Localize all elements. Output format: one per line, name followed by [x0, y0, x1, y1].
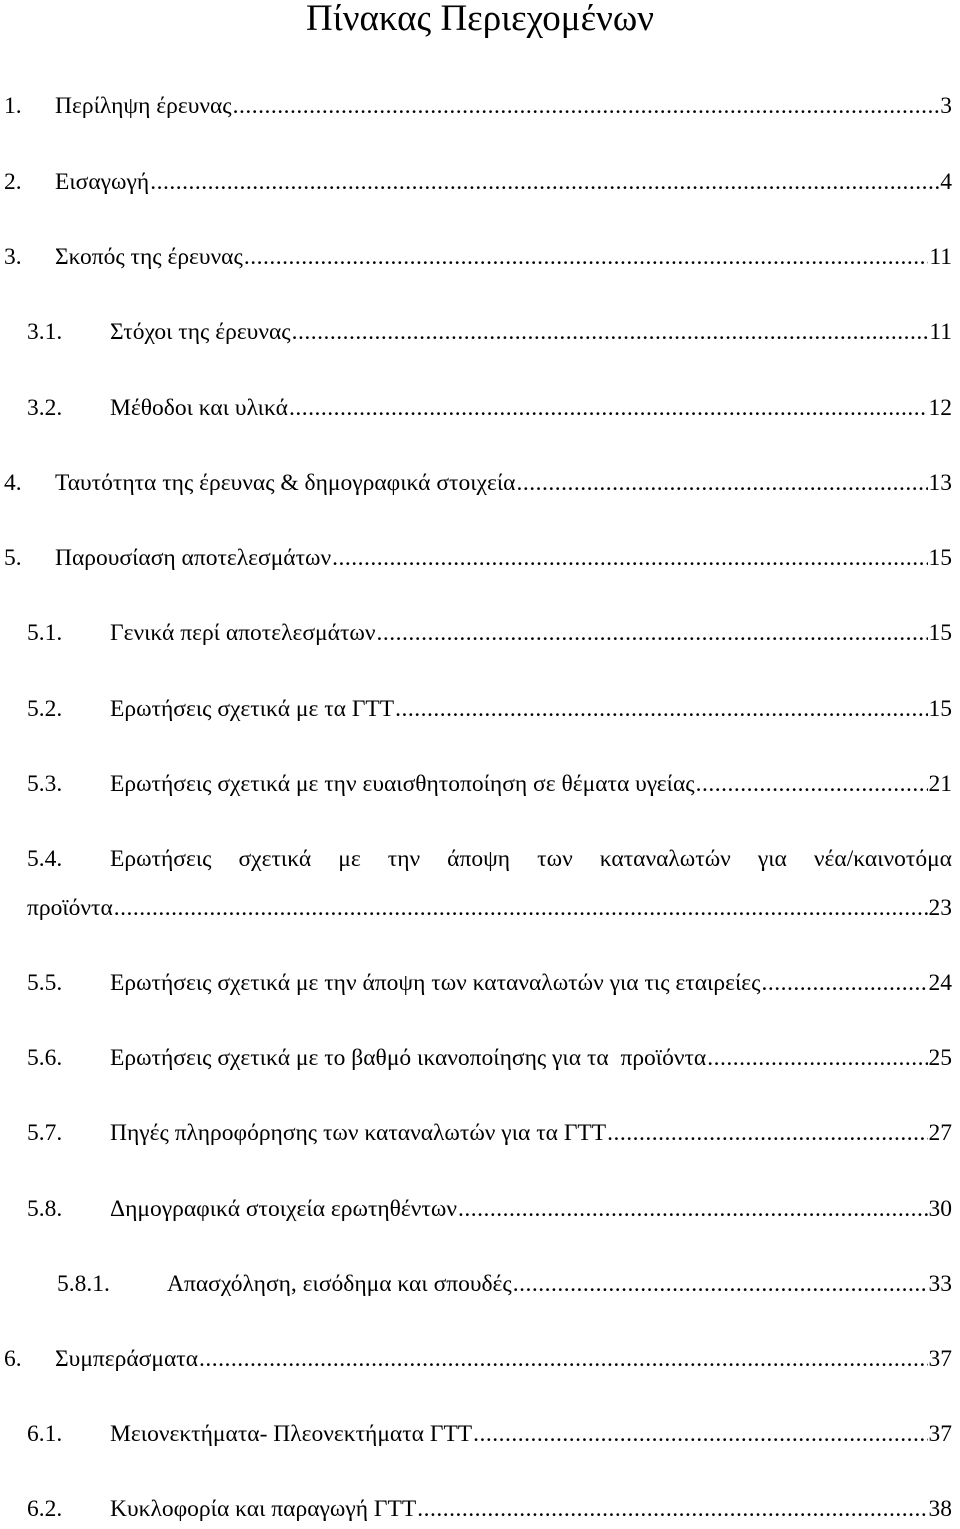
toc-entry-title: Ερωτήσεις σχετικά με την άποψη των καταναλωτών για νέα/καινοτόμα — [110, 846, 952, 872]
dot-leader — [517, 463, 928, 503]
toc-entry[interactable] — [0, 839, 960, 879]
toc-entry-number: 5.1. — [27, 620, 63, 646]
toc-entry-page: 23 — [928, 895, 952, 921]
toc-entry-page: 4 — [940, 169, 952, 195]
toc-entry[interactable] — [0, 963, 960, 1003]
toc-entry[interactable] — [0, 1489, 960, 1529]
toc-entry[interactable] — [0, 162, 960, 202]
dot-leader — [244, 237, 929, 277]
dot-leader — [513, 1264, 928, 1304]
dot-leader — [607, 1113, 927, 1153]
toc-entry-number: 5.2. — [27, 696, 63, 722]
toc-entry-title: Ερωτήσεις σχετικά με το βαθμό ικανοποίησης για τα προϊόντα — [110, 1045, 707, 1071]
dot-leader — [395, 689, 927, 729]
toc-entry[interactable] — [0, 237, 960, 277]
toc-entry-number: 3.2. — [27, 395, 63, 421]
toc-entry-title: Γενικά περί αποτελεσμάτων — [110, 620, 376, 646]
toc-entry-number: 6.1. — [27, 1421, 63, 1447]
toc-entry-number: 2. — [4, 169, 22, 195]
toc-entry-number: 5.8. — [27, 1196, 63, 1222]
dot-leader — [458, 1189, 928, 1229]
toc-entry-page: 15 — [928, 545, 952, 571]
toc-entry-number: 4. — [4, 470, 22, 496]
dot-leader — [199, 1339, 927, 1379]
toc-entry-page: 11 — [929, 319, 952, 345]
toc-entry[interactable] — [0, 1189, 960, 1229]
toc-entry[interactable] — [0, 538, 960, 578]
toc-entry-page: 33 — [928, 1271, 952, 1297]
toc-entry[interactable] — [0, 1038, 960, 1078]
toc-entry-page: 30 — [928, 1196, 952, 1222]
dot-leader — [473, 1414, 927, 1454]
dot-leader — [114, 888, 928, 928]
toc-entry[interactable] — [0, 689, 960, 729]
toc-entry[interactable] — [0, 613, 960, 653]
toc-entry-number: 5.6. — [27, 1045, 63, 1071]
toc-entry-title: Δημογραφικά στοιχεία ερωτηθέντων — [110, 1196, 457, 1222]
dot-leader — [696, 764, 928, 804]
toc-entry-number: 5. — [4, 545, 22, 571]
toc-entry-page: 27 — [928, 1120, 952, 1146]
toc-entry[interactable] — [0, 388, 960, 428]
toc-entry-title: Ερωτήσεις σχετικά με την άποψη των καταναλωτών για τις εταιρείες — [110, 970, 761, 996]
toc-entry-title: Κυκλοφορία και παραγωγή ΓΤΤ — [110, 1496, 417, 1522]
toc-entry[interactable] — [0, 764, 960, 804]
toc-entry-page: 15 — [928, 620, 952, 646]
toc-entry-number: 5.7. — [27, 1120, 63, 1146]
toc-entry-page: 11 — [929, 244, 952, 270]
toc-entry-page: 25 — [928, 1045, 952, 1071]
toc-entry-title: Μέθοδοι και υλικά — [110, 395, 288, 421]
toc-entry-number: 1. — [4, 93, 22, 119]
toc-entry-page: 13 — [928, 470, 952, 496]
toc-entry-number: 3. — [4, 244, 22, 270]
toc-entry[interactable] — [0, 1113, 960, 1153]
toc-entry-number: 5.5. — [27, 970, 63, 996]
toc-entry-title: Ερωτήσεις σχετικά με την ευαισθητοποίηση σε θέματα υγείας — [110, 771, 695, 797]
dot-leader — [289, 388, 928, 428]
toc-entry-title: Περίληψη έρευνας — [55, 93, 232, 119]
toc-entry-number: 5.4. — [27, 846, 63, 872]
toc-entry-title: Απασχόληση, εισόδημα και σπουδές — [167, 1271, 512, 1297]
toc-entry[interactable] — [0, 86, 960, 126]
toc-entry-title: Παρουσίαση αποτελεσμάτων — [55, 545, 332, 571]
dot-leader — [707, 1038, 927, 1078]
toc-entry-page: 15 — [928, 696, 952, 722]
toc-entry[interactable] — [0, 1264, 960, 1304]
toc-entry-number: 3.1. — [27, 319, 63, 345]
toc-entry-continuation[interactable] — [0, 888, 960, 928]
toc-entry[interactable] — [0, 463, 960, 503]
toc-entry[interactable] — [0, 1339, 960, 1379]
dot-leader — [417, 1489, 927, 1529]
dot-leader — [332, 538, 927, 578]
dot-leader — [233, 86, 940, 126]
toc-entry-page: 38 — [928, 1496, 952, 1522]
toc-entry-title: Εισαγωγή — [55, 169, 150, 195]
toc-entry-page: 37 — [928, 1346, 952, 1372]
toc-entry-title: Συμπεράσματα — [55, 1346, 199, 1372]
toc-entry-page: 24 — [928, 970, 952, 996]
toc-entry-number: 6. — [4, 1346, 22, 1372]
dot-leader — [292, 312, 929, 352]
toc-entry-page: 21 — [928, 771, 952, 797]
toc-entry-title: Ταυτότητα της έρευνας & δημογραφικά στοιχεία — [55, 470, 516, 496]
toc-entry-page: 12 — [928, 395, 952, 421]
toc-entry-number: 5.3. — [27, 771, 63, 797]
dot-leader — [377, 613, 928, 653]
toc-entry-title: Στόχοι της έρευνας — [110, 319, 291, 345]
toc-entry-page: 3 — [940, 93, 952, 119]
toc-entry[interactable] — [0, 1414, 960, 1454]
toc-entry[interactable] — [0, 312, 960, 352]
toc-entry-number: 5.8.1. — [57, 1271, 110, 1297]
toc-entry-number: 6.2. — [27, 1496, 63, 1522]
toc-entry-title: Ερωτήσεις σχετικά με τα ΓΤΤ — [110, 696, 395, 722]
toc-entry-title: Σκοπός της έρευνας — [55, 244, 243, 270]
dot-leader — [150, 162, 939, 202]
toc-entry-title: Πηγές πληροφόρησης των καταναλωτών για τα ΓΤΤ — [110, 1120, 607, 1146]
page-title: Πίνακας Περιεχομένων — [306, 0, 654, 39]
dot-leader — [761, 963, 927, 1003]
toc-entry-title: Μειονεκτήματα- Πλεονεκτήματα ΓΤΤ — [110, 1421, 473, 1447]
toc-entry-title-continuation: προϊόντα — [27, 895, 113, 921]
toc-entry-page: 37 — [928, 1421, 952, 1447]
